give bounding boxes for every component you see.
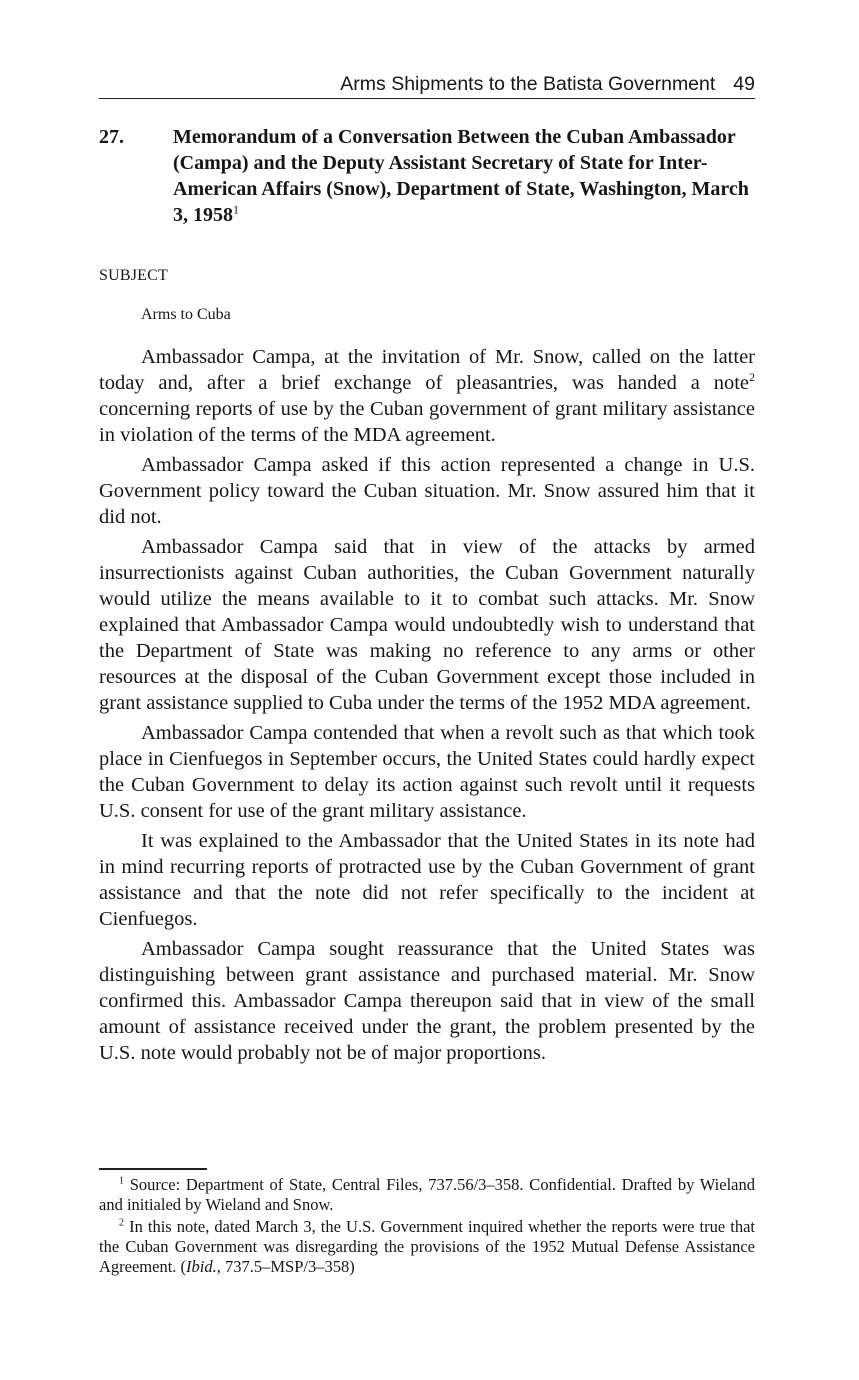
document-heading — [99, 124, 755, 228]
paragraph-2: Ambassador Campa asked if this action represented a change in U.S. Government policy toward the Cuban situation. Mr. Snow assured him that it did not. — [99, 454, 755, 528]
running-head — [99, 70, 755, 99]
footnote-ref-1: 1 — [233, 202, 239, 217]
paragraph-6: Ambassador Campa sought reassurance that the United States was distinguishing between grant assistance and purchased material. Mr. Snow confirmed this. Ambassador Campa thereupon said that in view of the small amount of assistance received under the grant, the problem presented by the U.S. note would probably not be of major proportions. — [99, 938, 755, 1064]
document-title — [173, 124, 753, 228]
subject-value: Arms to Cuba — [141, 306, 231, 323]
paragraph-3: Ambassador Campa said that in view of the attacks by armed insurrectionists against Cuban authorities, the Cuban Government naturally would utilize the means available to it to combat such attacks. Mr. Snow explained that Ambassador Campa would undoubtedly wish to understand that the Department of State was making no reference to any arms or other resources at the disposal of the Cuban Government except those included in grant assistance supplied to Cuba under the terms of the 1952 MDA agreement. — [99, 536, 755, 714]
footnote-ref-2: 2 — [749, 370, 755, 385]
footnotes — [99, 1175, 755, 1279]
paragraph-1 — [99, 344, 755, 448]
subject-label: SUBJECT — [99, 267, 168, 284]
footnote-2-marker: 2 — [119, 1217, 124, 1229]
footnote-1-text: Source: Department of State, Central Files, 737.56/3–358. Confidential. Drafted by Wieland and initialed by Wieland and Snow. — [99, 1175, 755, 1214]
paragraph-1-after: concerning reports of use by the Cuban government of grant military assistance in violation of the terms of the MDA agreement. — [99, 398, 755, 446]
footnote-2-after: , 737.5–MSP/3–358) — [216, 1257, 355, 1276]
footnote-2-ibid: Ibid. — [186, 1257, 217, 1276]
page-number: 49 — [733, 73, 755, 95]
footnote-1-marker: 1 — [119, 1175, 124, 1187]
document-number: 27. — [99, 126, 124, 148]
document-title-text: Memorandum of a Conversation Between the Cuban Ambassador (Campa) and the Deputy Assistant Secretary of State for Inter-American Affairs (Snow), Department of State, Washington, March 3, 1958 — [173, 126, 749, 226]
footnote-2 — [99, 1217, 755, 1277]
footnote-divider — [99, 1168, 207, 1170]
paragraph-5: It was explained to the Ambassador that the United States in its note had in mind recurring reports of protracted use by the Cuban Government of grant assistance and that the note did not refer specifically to the incident at Cienfuegos. — [99, 830, 755, 930]
footnote-1 — [99, 1175, 755, 1215]
body-text — [99, 344, 755, 1070]
paragraph-4: Ambassador Campa contended that when a revolt such as that which took place in Cienfuegos in September occurs, the United States could hardly expect the Cuban Government to delay its action against such revolt until it requests U.S. consent for use of the grant military assistance. — [99, 722, 755, 822]
footnote-2-before: In this note, dated March 3, the U.S. Government inquired whether the reports were true that the Cuban Government was disregarding the provisions of the 1952 Mutual Defense Assistance Agreement. ( — [99, 1217, 755, 1276]
running-head-title: Arms Shipments to the Batista Government — [340, 73, 716, 95]
paragraph-1-before: Ambassador Campa, at the invitation of Mr. Snow, called on the latter today and, after a brief exchange of pleasantries, was handed a note — [99, 346, 755, 394]
